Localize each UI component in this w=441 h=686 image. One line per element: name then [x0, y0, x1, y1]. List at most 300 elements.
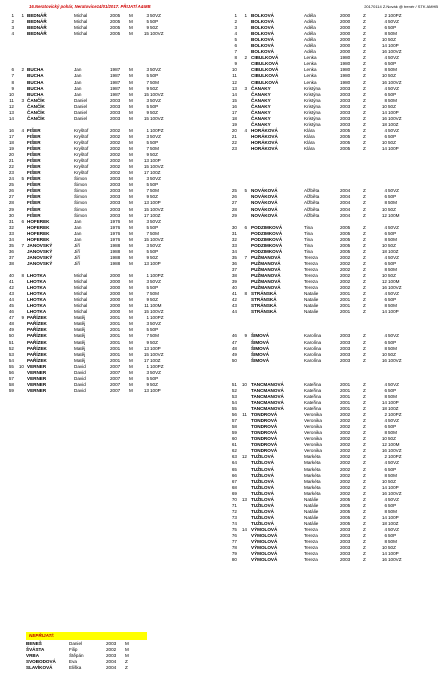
first-name: Natalie: [304, 303, 319, 309]
event-number: 14: [381, 146, 387, 152]
discipline: 50M: [388, 67, 397, 73]
discipline: 100P: [150, 158, 161, 164]
first-name: Tereza: [304, 551, 318, 557]
surname: FIŠER: [27, 170, 41, 176]
sex: Z: [363, 43, 366, 49]
sex: M: [129, 279, 133, 285]
surname: PUŽMANOVÁ: [251, 285, 281, 291]
sex: Z: [363, 291, 366, 297]
discipline: 50Z: [388, 103, 396, 109]
entry-number: 48: [8, 321, 14, 327]
entry-number: 22: [231, 139, 237, 145]
birth-year: 1976: [110, 218, 121, 224]
entry-number: 62: [231, 448, 237, 454]
entry-number: 59: [231, 430, 237, 436]
entry-number: 37: [231, 266, 237, 272]
entry-number: 27: [231, 200, 237, 206]
entry-number: 70: [231, 496, 237, 502]
birth-year: 2002: [340, 448, 351, 454]
surname: PUŽMANOVÁ: [251, 273, 281, 279]
discipline: 100PZ: [388, 454, 402, 460]
first-name: Kateřina: [304, 406, 322, 412]
first-name: Michal: [74, 297, 88, 303]
first-name: Jan: [74, 218, 82, 224]
surname: NOVÁKOVÁ: [251, 200, 278, 206]
event-number: 5: [146, 285, 149, 291]
sex: Z: [363, 351, 366, 357]
first-name: Markéta: [304, 466, 321, 472]
event-number: 8: [384, 303, 387, 309]
event-number: 6: [384, 533, 387, 539]
sex: Z: [363, 279, 366, 285]
birth-year: 2004: [340, 188, 351, 194]
event-number: 14: [381, 400, 387, 405]
sex: M: [129, 19, 133, 25]
event-number: 6: [384, 260, 387, 266]
entry-number: 21: [8, 158, 14, 164]
sex: Z: [363, 260, 366, 266]
birth-year: 2003: [340, 557, 351, 563]
entry-number: 46: [231, 333, 237, 339]
first-name: David: [74, 387, 86, 393]
birth-year: 2003: [340, 351, 351, 357]
surname: HORÁKOVÁ: [251, 139, 278, 145]
event-number: 6: [384, 230, 387, 236]
swimmer-number: 5: [21, 176, 24, 182]
birth-year: 2005: [340, 248, 351, 254]
surname: TONDROVÁ: [251, 412, 278, 418]
birth-year: 2003: [340, 545, 351, 551]
event-number: 4: [384, 333, 387, 339]
sex: M: [129, 67, 133, 73]
surname: LHOTKA: [27, 273, 47, 279]
birth-year: 2002: [340, 430, 351, 436]
surname: TUŽILOVÁ: [251, 502, 274, 508]
surname: ŠIMOVÁ: [251, 339, 270, 345]
sex: Z: [363, 19, 366, 25]
first-name: Veronika: [304, 424, 322, 430]
entry-number: 38: [231, 273, 237, 279]
entry-number: 57: [8, 375, 14, 381]
entry-number: 4: [11, 31, 14, 37]
discipline: 50M: [388, 266, 397, 272]
entry-number: 74: [231, 520, 237, 526]
first-name: Natálie: [304, 508, 319, 514]
event-number: 5: [146, 327, 149, 333]
swimmer-number: 9: [244, 333, 247, 339]
entry-number: 25: [231, 188, 237, 194]
entry-number: 7: [234, 49, 237, 55]
discipline: 50Z: [388, 436, 396, 442]
entry-number: 2: [234, 19, 237, 25]
birth-year: 2001: [110, 321, 121, 327]
birth-year: 2003: [340, 115, 351, 121]
birth-year: 2002: [340, 490, 351, 496]
discipline: 50Z: [150, 152, 158, 158]
surname: NOVÁKOVÁ: [251, 188, 278, 194]
discipline: 50P: [150, 103, 159, 109]
surname: ČANAKY: [251, 121, 271, 127]
sex: M: [129, 170, 133, 176]
entry-number: 28: [8, 200, 14, 206]
birth-year: 2002: [340, 460, 351, 466]
sex: Z: [363, 273, 366, 279]
first-name: Michal: [74, 13, 88, 18]
discipline: 100VZ: [150, 351, 164, 357]
birth-year: 2002: [340, 273, 351, 279]
entry-number: 54: [231, 400, 237, 405]
entry-number: 42: [231, 297, 237, 303]
swimmer-number: 11: [242, 412, 247, 418]
sex: Z: [363, 303, 366, 309]
discipline: 50Z: [150, 25, 158, 31]
event-number: 1: [146, 315, 149, 321]
event-number: 15: [143, 91, 149, 97]
entry-number: 31: [8, 218, 14, 224]
discipline: 50P: [388, 25, 397, 31]
event-number: 14: [381, 484, 387, 490]
discipline: 100VZ: [150, 115, 164, 121]
event-number: 14: [381, 43, 387, 49]
sex: M: [129, 176, 133, 182]
event-number: 8: [384, 472, 387, 478]
event-number: 9: [146, 109, 149, 115]
first-name: Matěj: [74, 321, 86, 327]
discipline: 50M: [150, 146, 159, 152]
surname: FIŠER: [27, 146, 41, 152]
sex: Z: [363, 25, 366, 31]
discipline: 50M: [388, 393, 397, 399]
surname: TONDROVÁ: [251, 448, 278, 454]
first-name: Adéla: [304, 13, 316, 18]
discipline: 100VZ: [388, 285, 402, 291]
birth-year: 2003: [110, 194, 121, 200]
discipline: 100PZ: [150, 363, 164, 369]
swimmer-number: 9: [21, 315, 24, 321]
surname: STRÁNSKÁ: [251, 291, 277, 297]
first-name: Daniel: [74, 115, 88, 121]
event-number: 2: [384, 454, 387, 460]
first-name: Karolína: [304, 351, 322, 357]
sex: Z: [363, 224, 366, 230]
first-name: Tereza: [304, 254, 318, 260]
event-number: 3: [146, 176, 149, 182]
event-number: 9: [146, 194, 149, 200]
surname: VÝMOLOVÁ: [251, 551, 278, 557]
entry-number: 55: [8, 363, 14, 369]
first-name: Adéla: [304, 37, 316, 43]
first-name: Tereza: [304, 273, 318, 279]
sex: M: [129, 31, 133, 37]
first-name: Eliška: [69, 665, 82, 671]
sex: Z: [363, 236, 366, 242]
birth-year: 2001: [110, 333, 121, 339]
sex: Z: [363, 206, 366, 212]
event-number: 5: [146, 224, 149, 230]
birth-year: 2005: [340, 230, 351, 236]
entry-number: 58: [8, 381, 14, 387]
sex: M: [129, 236, 133, 242]
event-number: 15: [143, 351, 149, 357]
discipline: 50P: [150, 224, 159, 230]
sex: Z: [363, 490, 366, 496]
entry-number: 34: [8, 236, 14, 242]
surname: PAŘÍZEK: [27, 339, 47, 345]
sex: Z: [363, 266, 366, 272]
discipline: 50Z: [388, 139, 396, 145]
entry-number: 52: [231, 387, 237, 393]
birth-year: 2002: [340, 472, 351, 478]
surname: BUCHA: [27, 67, 44, 73]
first-name: Kristýna: [304, 85, 321, 91]
event-number: 10: [381, 351, 387, 357]
first-name: Jan: [74, 91, 82, 97]
sex: Z: [363, 526, 366, 532]
entry-number: 29: [8, 206, 14, 212]
discipline: 100VZ: [388, 357, 402, 363]
birth-year: 2001: [340, 406, 351, 412]
birth-year: 2003: [340, 103, 351, 109]
entry-number: 13: [8, 109, 14, 115]
entry-number: 66: [231, 472, 237, 478]
event-number: 15: [143, 115, 149, 121]
entry-number: 78: [231, 545, 237, 551]
sex: M: [129, 327, 133, 333]
sex: M: [129, 158, 133, 164]
entry-number: 40: [231, 285, 237, 291]
birth-year: 2003: [110, 109, 121, 115]
event-number: 5: [146, 375, 149, 381]
first-name: Kryštof: [74, 158, 89, 164]
sex: M: [129, 115, 133, 121]
first-name: Kryštof: [74, 146, 89, 152]
sex: M: [129, 103, 133, 109]
discipline: 50VZ: [388, 526, 399, 532]
sex: Z: [363, 248, 366, 254]
discipline: 50M: [388, 31, 397, 37]
entry-number: 50: [8, 333, 14, 339]
surname: PODZIMKOVÁ: [251, 224, 283, 230]
surname: TUŽILOVÁ: [251, 490, 274, 496]
event-number: 13: [143, 387, 149, 393]
birth-year: 2000: [110, 303, 121, 309]
sex: Z: [363, 387, 366, 393]
sex: Z: [125, 665, 128, 671]
discipline: 100PZ: [388, 412, 402, 418]
entry-number: 26: [231, 194, 237, 200]
event-number: 15: [143, 309, 149, 315]
first-name: Tina: [304, 230, 313, 236]
entry-number: 73: [231, 514, 237, 520]
discipline: 100Z: [388, 121, 399, 127]
birth-year: 2007: [110, 387, 121, 393]
first-name: Kristýna: [304, 109, 321, 115]
surname: PODZIMKOVÁ: [251, 230, 283, 236]
swimmer-number: 6: [21, 218, 24, 224]
discipline: 50P: [388, 466, 397, 472]
birth-year: 2005: [110, 31, 121, 37]
first-name: Tereza: [304, 266, 318, 272]
first-name: Kristýna: [304, 121, 321, 127]
discipline: 50Z: [388, 73, 396, 79]
sex: Z: [363, 297, 366, 303]
first-name: David: [74, 375, 86, 381]
swimmer-number: 8: [21, 273, 24, 279]
surname: FIŠER: [27, 164, 41, 170]
birth-year: 2007: [110, 363, 121, 369]
discipline: 100VZ: [388, 557, 402, 563]
first-name: Daniel: [69, 641, 83, 646]
entry-number: 60: [231, 436, 237, 442]
event-number: 3: [146, 369, 149, 375]
discipline: 50P: [388, 502, 397, 508]
birth-year: 1987: [110, 73, 121, 79]
event-number: 5: [146, 139, 149, 145]
event-number: 8: [384, 345, 387, 351]
event-number: 16: [381, 115, 387, 121]
event-number: 18: [381, 406, 387, 412]
surname: FIŠER: [27, 139, 41, 145]
surname: CIBULKOVÁ: [251, 61, 279, 67]
sex: M: [129, 303, 133, 309]
discipline: 100VZ: [388, 448, 402, 454]
surname: FIŠER: [27, 176, 41, 182]
event-number: 18: [381, 248, 387, 254]
birth-year: 2005: [110, 13, 121, 18]
surname: HORÁKOVÁ: [251, 127, 278, 133]
birth-year: 2002: [110, 170, 121, 176]
entry-number: 55: [231, 406, 237, 412]
event-number: 4: [384, 188, 387, 194]
surname: VERNER: [27, 381, 47, 387]
birth-year: 2005: [340, 133, 351, 139]
discipline: 100P: [388, 484, 399, 490]
discipline: 100VZ: [388, 490, 402, 496]
entry-number: 35: [231, 254, 237, 260]
surname: ŠIMOVÁ: [251, 351, 270, 357]
first-name: Tereza: [304, 279, 318, 285]
birth-year: 2003: [340, 551, 351, 557]
surname: HOFEREK: [27, 218, 50, 224]
entry-number: 25: [8, 182, 14, 188]
sex: M: [129, 152, 133, 158]
event-number: 8: [384, 508, 387, 514]
birth-year: 2000: [340, 49, 351, 55]
entry-number: 47: [231, 339, 237, 345]
surname: FIŠER: [27, 127, 41, 133]
sex: M: [129, 230, 133, 236]
event-number: 8: [384, 266, 387, 272]
discipline: 100VZ: [388, 115, 402, 121]
discipline: 100Z: [150, 357, 161, 363]
surname: TUŽILOVÁ: [251, 460, 274, 466]
sex: M: [129, 351, 133, 357]
birth-year: 2002: [110, 133, 121, 139]
discipline: 100P: [388, 43, 399, 49]
event-number: 13: [143, 260, 149, 266]
first-name: Kryštof: [74, 170, 89, 176]
birth-year: 1987: [110, 91, 121, 97]
sex: Z: [363, 545, 366, 551]
surname: PODZIMKOVÁ: [251, 236, 283, 242]
sex: Z: [363, 400, 366, 405]
first-name: Tina: [304, 224, 313, 230]
first-name: Natálie: [304, 502, 319, 508]
event-number: 3: [146, 133, 149, 139]
surname: LHOTKA: [27, 291, 47, 297]
birth-year: 2001: [340, 400, 351, 405]
entry-number: 53: [8, 351, 14, 357]
discipline: 50M: [150, 291, 159, 297]
discipline: 100VZ: [150, 206, 164, 212]
birth-year: 2001: [340, 387, 351, 393]
entry-number: 39: [231, 279, 237, 285]
birth-year: 2003: [340, 345, 351, 351]
discipline: 100P: [150, 345, 161, 351]
first-name: Tereza: [304, 533, 318, 539]
event-number: 15: [143, 31, 149, 37]
sex: M: [129, 212, 133, 218]
entry-number: 15: [231, 97, 237, 103]
surname: STRÁNSKÁ: [251, 297, 277, 303]
surname: LHOTKA: [27, 285, 47, 291]
event-number: 16: [381, 490, 387, 496]
birth-year: 2004: [340, 200, 351, 206]
event-number: 7: [146, 146, 149, 152]
discipline: 50Z: [150, 85, 158, 91]
first-name: Šimon: [74, 188, 88, 194]
event-number: 9: [146, 381, 149, 387]
sex: Z: [363, 55, 366, 61]
sex: Z: [363, 424, 366, 430]
discipline: 50P: [388, 533, 397, 539]
first-name: Kristýna: [304, 97, 321, 103]
entry-number: 13: [231, 85, 237, 91]
entry-number: 79: [231, 551, 237, 557]
birth-year: 2005: [340, 139, 351, 145]
sex: Z: [363, 442, 366, 448]
surname: JANOVSKÝ: [27, 260, 53, 266]
event-number: 18: [381, 520, 387, 526]
birth-year: 2005: [110, 25, 121, 31]
event-number: 6: [384, 339, 387, 345]
birth-year: 2003: [110, 176, 121, 182]
entry-number: 48: [231, 345, 237, 351]
discipline: 100P: [150, 387, 161, 393]
first-name: Jan: [74, 67, 82, 73]
birth-year: 2003: [110, 97, 121, 103]
event-number: 12: [381, 212, 387, 218]
entry-number: 51: [8, 339, 14, 345]
birth-year: 2003: [340, 85, 351, 91]
birth-year: 2001: [340, 297, 351, 303]
discipline: 50VZ: [388, 188, 399, 194]
event-number: 14: [381, 309, 387, 315]
first-name: Šimon: [74, 200, 88, 206]
event-number: 10: [381, 73, 387, 79]
sex: M: [129, 309, 133, 315]
surname: BOLKOVÁ: [251, 49, 274, 55]
first-name: Karolína: [304, 345, 322, 351]
birth-year: 2005: [340, 224, 351, 230]
first-name: David: [74, 363, 86, 369]
event-number: 8: [384, 31, 387, 37]
first-name: Karolína: [304, 357, 322, 363]
entry-number: 41: [231, 291, 237, 297]
birth-year: 1980: [340, 67, 351, 73]
birth-year: 2003: [340, 526, 351, 532]
event-number: 6: [384, 91, 387, 97]
